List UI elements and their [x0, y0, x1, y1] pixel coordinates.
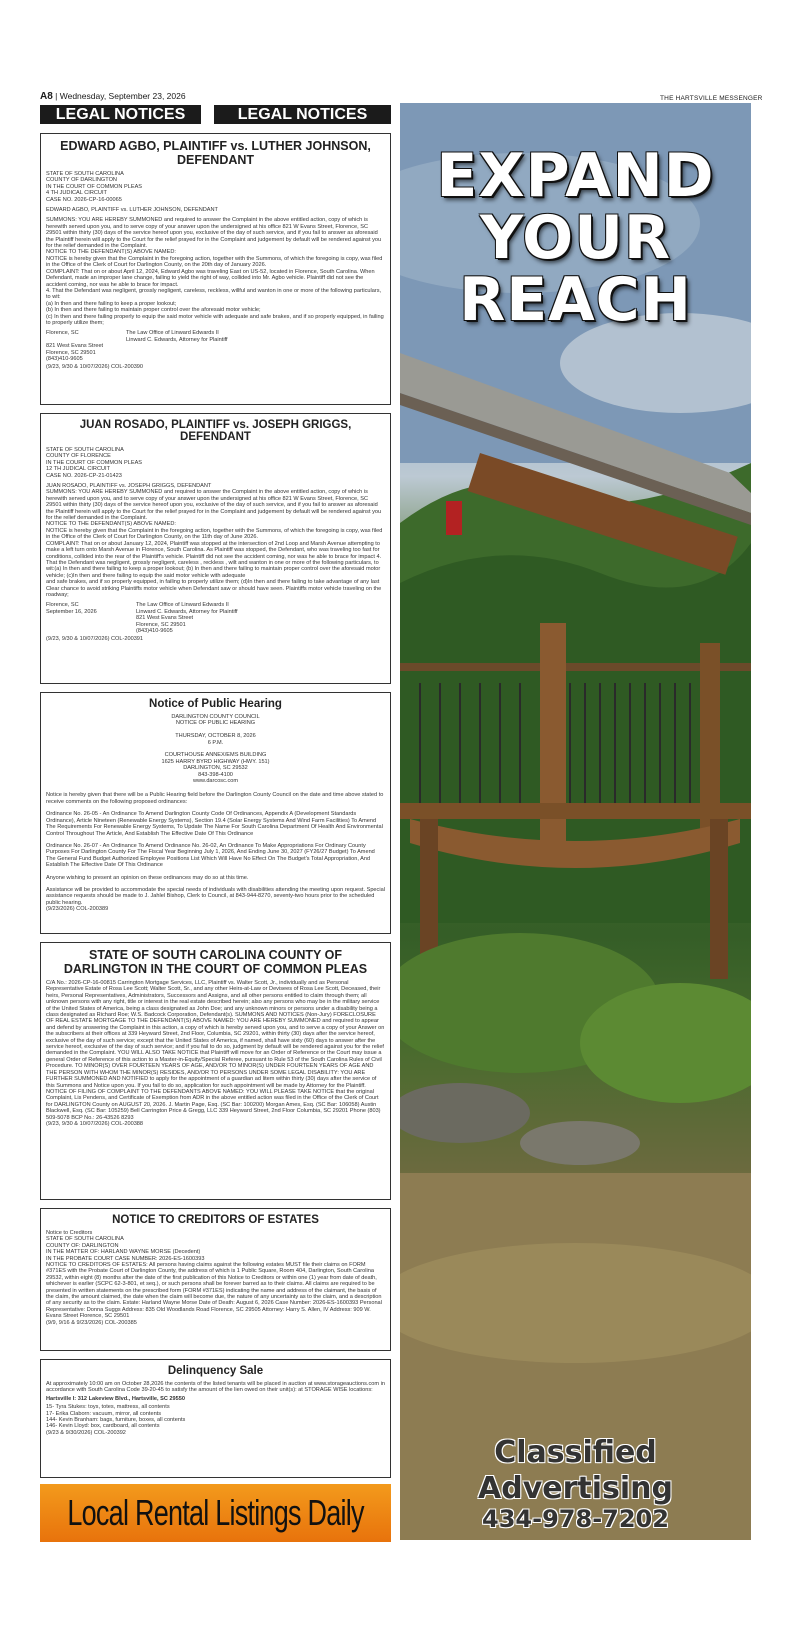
hearing-details: DARLINGTON COUNTY COUNCIL NOTICE OF PUBLIC HEARING THURSDAY, OCTOBER 8, 2026 6 P.M. COURTHOUSE ANNEX/EMS BUILDING 1625 HARRY BYRD HIGHWAY (HWY. 151) DARLINGTON, SC 29532 843-398-4100 www.darcosc.com	[161, 714, 270, 785]
notice-title: Delinquency Sale	[167, 1365, 264, 1377]
notice-title: EDWARD AGBO, PLAINTIFF vs. LUTHER JOHNSON, DEFENDANT	[60, 139, 371, 167]
notice-title: JUAN ROSADO, PLAINTIFF vs. JOSEPH GRIGGS, DEFENDANT	[79, 419, 352, 443]
notice-rosado-v-griggs	[40, 413, 391, 684]
notice-foreclosure-summons	[40, 942, 391, 1200]
advertising-text: Advertising	[478, 1471, 673, 1506]
legal-notices-banner-right: LEGAL NOTICES	[214, 105, 391, 124]
notice-title: NOTICE TO CREDITORS OF ESTATES	[112, 1214, 319, 1226]
case-caption: STATE OF SOUTH CAROLINA COUNTY OF FLORENCE IN THE COURT OF COMMON PLEAS 12 TH JUDICAL CIRCUIT CASE NO. 2026-CP-21-01423	[46, 447, 143, 479]
signature-left: Florence, SC 821 West Evans Street Florence, SC 29501 (843)410-9605	[46, 330, 104, 362]
ordinance-26-07: Ordinance No. 26-07 - An Ordinance To Amend Ordinance No. 26-02, An Ordinance To Make Appropriations For Ordinary County Purposes For Darlington County For The Fiscal Year Beginning July 1, 2026, And Ending June 30, 2027 (FY26/27 Budget) To Amend The General Fund Budget Authorized Employee Positions List Which Will Have No Effect On The Budget's Total Appropriation, And Establish The Effective Date Of This Ordinance	[46, 842, 375, 869]
page-number: A8	[40, 91, 53, 102]
your-headline: YOUR	[479, 203, 672, 273]
legal-notices-banner-left: LEGAL NOTICES	[40, 105, 201, 124]
notice-delinquency-sale	[40, 1359, 391, 1478]
case-caption: STATE OF SOUTH CAROLINA COUNTY OF DARLINGTON IN THE COURT OF COMMON PLEAS 4 TH JUDICAL CIRCUIT CASE NO. 2026-CP-16-00065	[46, 171, 143, 203]
notice-body: C/A No.: 2026-CP-16-00815 Carrington Mortgage Services, LLC, Plaintiff vs. Walter Scott, Jr., individually and as Personal Representative Estate of Rosa Lee Scott; Walter Scott, Sr., and any other Heirs-at-Law or Devisees of Rosa Lee Scott, Deceased, their heirs, Personal Representatives, Administrators, Successors and Assigns, and all other persons entitled to claim through them; all unknown persons with any right, title or interest in the real estate described herein; also any persons who may be in the military service of the United States of America, being a class designated as John Doe; and any unknown minors or persons under a disability being a class designated as Richard Roe; W.S. Badcock Corporation, Defendant(s). SUMMONS AND NOTICES (Non-Jury) FORECLOSURE OF REAL ESTATE MORTGAGE TO THE DEFENDANT(S) ABOVE NAMED: YOU ARE HEREBY SUMMONED and required to appear and defend by answering the Complaint in this action, a copy of which is hereby served upon you, and to serve a copy of your Answer on the subscribers at their offices at 339 Heyward Street, 2nd Floor, Columbia, SC 29201, within thirty (30) days after the service hereof, exclusive of the day of such service; except that the United States of America, if named, shall have sixty (60) days to answer after the service hereof, exclusive of the day of such service; and if you fail to do so, judgment by default will be rendered against you for the relief demanded in the Complaint. YOU WILL ALSO TAKE NOTICE that Plaintiff will move for an Order of Reference or the Court may issue a general Order of Reference of this action to a Master-in-Equity/Special Referee, pursuant to Rule 53 of the South Carolina Rules of Civil Procedure. TO MINOR(S) OVER FOURTEEN YEARS OF AGE, AND/OR TO MINOR(S) UNDER FOURTEEN YEARS OF AGE AND THE PERSON WITH WHOM THE MINOR(S) RESIDES, AND/OR TO PERSONS UNDER SOME LEGAL DISABILITY: YOU ARE FURTHER SUMMONED AND NOTIFIED to apply for the appointment of a guardian ad litem within thirty (30) days after the service of this Summons and Notice upon you. If you fail to do so, application for such appointment will be made by Attorney for the Plaintiff. NOTICE OF FILING OF COMPLAINT TO THE DEFENDANTS ABOVE NAMED: YOU WILL PLEASE TAKE NOTICE that the original Complaint, Lis Pendens, and Certificate of Exemption from ADR in the above entitled action was filed in the Office of the Clerk of Court for DARLINGTON County on AUGUST 20, 2026. J. Martin Page, Esq. (SC Bar: 100200) Morgan Ames, Esq. (SC Bar: 106058) Austin Blackwell, Esq. (SC Bar: 105259) Bell Carrington Price & Gregg, LLC 339 Heyward Street, 2nd Floor Columbia, SC 29201 Phone (803) 509-5078 BCP No.: 26-43526 8293 (9/23, 9/30 & 10/07/2026) COL-200388	[46, 980, 385, 1127]
classified-text: Classified	[494, 1435, 657, 1470]
sale-location: Hartsville I: 312 Lakeview Blvd., Hartsville, SC 29550	[46, 1395, 185, 1402]
parties-line: EDWARD AGBO, PLAINTIFF vs. LUTHER JOHNSON, DEFENDANT	[46, 207, 218, 214]
hearing-comments: Anyone wishing to present an opinion on these ordinances may do so at this time.	[46, 874, 249, 881]
signature-left: Florence, SC September 16, 2026	[46, 602, 97, 615]
reach-headline: REACH	[459, 265, 692, 335]
ad-phone-number: 434-978-7202	[482, 1505, 669, 1533]
sale-items: 15- Tyra Stukes: toys, totes, mattress, all contents 17- Erika Claborn: vacuum, mirror, all contents 144- Kevin Branham: bags, furniture, boxes, all contents 146- Kevin Lloyd: box, cardboard, all contents (9/23 & 9/30/2026) COL-200392	[46, 1404, 186, 1436]
notice-public-hearing	[40, 692, 391, 934]
classified-advertising-ad	[400, 103, 751, 1540]
signature-block	[46, 330, 385, 362]
notice-title: STATE OF SOUTH CAROLINA COUNTY OF DARLINGTON IN THE COURT OF COMMON PLEAS	[63, 948, 368, 976]
notice-body: SUMMONS: YOU ARE HEREBY SUMMONED and required to answer the Complaint in the above entitled action, copy of which is herewith served upon you, and to serve copy of your answer upon the undersigned at his office 821 W Evans Street, Florence, SC 29501 within thirty (30) days of the service hereof upon you, exclusive of the day of such service, and if you fail to answer as aforesaid the Plaintiff herein will apply to the Court for the relief prayed for in the Complaint and judgement by default will be rendered against you for the relief demanded in the Complaint. NOTICE TO THE DEFENDANT(S) ABOVE NAMED: NOTICE is hereby given that the Complaint in the foregoing action, together with the Summons, of which the foregoing is copy, was filed in the Office of the Clerk of Court for Darlington County, on the 20th day of January 2026. COMPLAINT: That on or about April 12, 2024, Edward Agbo was traveling East on US-52, located in Florence, South Carolina. When Defendant, made an improper lane change, failing to yield the right of way, collided into Mr. Agbo vehicle. Plaintiff did not see the accident coming, nor was he able to brace for impact. 4. That the Defendant was negligent, grossly negligent, careless, reckless, willful and wanton in one or more of the following particulars, to wit: (a) In then and there failing to keep a proper lookout; (b) In then and there failing to maintain proper control over the aforesaid motor vehicle; (c) In then and there failing properly to equip the said motor vehicle with adequate and safe brakes, and if so properly equipped, in failing to properly utilize them;	[46, 217, 384, 326]
notice-title: Notice of Public Hearing	[149, 698, 282, 710]
rental-listings-ad-text: Local Rental Listings Daily	[67, 1492, 364, 1533]
sale-intro: At approximately 10:00 am on October 28,2026 the contents of the listed tenants will be placed in auction at www.storageauctions.com in accordance with South Carolina Code 39-20-45 to satisfy the amount of the lien owed on their unit(s): at STORAGE WISE locations:	[46, 1381, 385, 1394]
run-dates: (9/23, 9/30 & 10/07/2026) COL-200391	[46, 636, 144, 643]
signature-block	[46, 602, 385, 634]
notice-agbo-v-johnson	[40, 133, 391, 405]
rental-listings-ad	[40, 1484, 391, 1542]
ordinance-26-05: Ordinance No. 26-05 - An Ordinance To Amend Darlington County Code Of Ordinances, Appendix A (Development Standards Ordinance), Article Nineteen (Renewable Energy Systems), Section 19.4 (Solar Energy Systems And Wind Farm Facilities) To Amend The Requirements For Renewable Energy Systems, To Update The Name For South Carolina Department Of Health And Environmental Control Throughout The Article, And Establish The Effective Date Of This Ordinance	[46, 811, 383, 837]
expand-headline: EXPAND	[436, 141, 715, 211]
issue-date: Wednesday, September 23, 2026	[59, 91, 186, 101]
hearing-intro: Notice is hereby given that there will be a Public Hearing field before the Darlington County Council on the date and time above stated to receive comments on the following proposed ordinances:	[46, 792, 384, 805]
notice-creditors-estates	[40, 1208, 391, 1351]
page-folio: A8 | Wednesday, September 23, 2026	[40, 91, 186, 102]
signature-right: The Law Office of Linward Edwards II Linward C. Edwards, Attorney for Plaintiff 821 West Evans Street Florence, SC 29501 (843)410-9605	[136, 602, 238, 634]
hearing-assistance: Assistance will be provided to accommodate the special needs of individuals with disabilities attending the meeting upon request. Special assistance requests should be made to J. Jahlel Bishop, Clerk to Council, at 843-944-8270, seventy-two hours prior to the scheduled public hearing. (9/23/2026) COL-200389	[46, 886, 385, 913]
signature-right: The Law Office of Linward Edwards II Linward C. Edwards, Attorney for Plaintiff	[126, 330, 228, 343]
newspaper-name: THE HARTSVILLE MESSENGER	[660, 95, 763, 102]
run-dates: (9/23, 9/30 & 10/07/2026) COL-200390	[46, 364, 144, 371]
notice-body: JUAN ROSADO, PLAINTIFF vs. JOSEPH GRIGGS, DEFENDANT SUMMONS: YOU ARE HEREBY SUMMONED and required to answer the Complaint in the above entitled action, copy of which is herewith served upon you, and to serve copy of your answer upon the undersigned at his office 821 W Evans Street, Florence, SC 29501 within thirty (30) days of the service hereof upon you, exclusive of the day of such service, and if you fail to answer as aforesaid the Plaintiff herein will apply to the Court for the relief prayed for in the Complaint and judgement by default will be rendered against you for the relief demanded in the Complaint. NOTICE TO THE DEFENDANT(S) ABOVE NAMED: NOTICE is hereby given that the Complaint in the foregoing action, together with the Summons, of which the foregoing is copy, was filed in the Office of the Clerk of Court for Darlington County, on the 11th day of June 2026. COMPLAINT: That on or about January 12, 2024, Plaintiff was stopped at the intersection of 2nd Loop and Marsh Avenue attempting to make a left turn onto Marsh Avenue in Florence, South Carolina. As Plaintiff was stopped, the Defendant, who was traveling too fast for conditions, collided into the rear of the Plaintiff's vehicle. Plaintiff did not see the accident coming, nor was he able to brace for impact 4. That the Defendant was negligent, grossly negligent, careless , reckless , wilt and wanton in one or more of the following particulars, to wit:(a) In then and there failing to keep a proper lookout; (b) In then and there failing to maintain proper control over the aforesaid motor vehicle; (c)In then and there failing to equip the said motor vehicle with adequate and safe brakes, and if so properly equipped, in failing to properly utilize them; (d)In then and there failing to take advantage of any last Clear chance to avoid striking Plaintiffs motor vehicle when Defendant saw or should have seen. Plaintiffs motor vehicle traveling on the roadway;	[46, 483, 383, 598]
notice-body: Notice to Creditors STATE OF SOUTH CAROLINA COUNTY OF: DARLINGTON IN THE MATTER OF: HARLAND WAYNE MORSE (Decedent) IN THE PROBATE COURT CASE NUMBER: 2026-ES-1600393 NOTICE TO CREDITORS OF ESTATES: All persons having claims against the following estates MUST file their claims on FORM #371ES with the Probate Court of Darlington County, the address of which is 1 Public Square, Room 404, Darlington, South Carolina 29532, within eight (8) months after the date of the first publication of this Notice to Creditors or within one (1) year from date of death, whichever is earlier (SCPC 62-3-801, et seq.), or such persons shall be forever barred as to their claims. All claims are required to be presented in written statements on the prescribed form (FORM #371ES) indicating the name and address of the claimant, the basis of the claim, the amount claimed, the date when the claim will become due, the nature of any uncertainty as to the claim, and a description of any security as to the claim. Estate: Harland Wayne Morse Date of Death: August 6, 2026 Case Number: 2026-ES-1600393 Personal Representative: Donna Suggs Address: 835 Old Woodlands Road Florence, SC 29505 Attorney: Harry S. Allen, IV Address: 909 W. Evans Street Florence, SC 29501 (9/9, 9/16 & 9/23/2026) COL-200385	[46, 1230, 382, 1326]
